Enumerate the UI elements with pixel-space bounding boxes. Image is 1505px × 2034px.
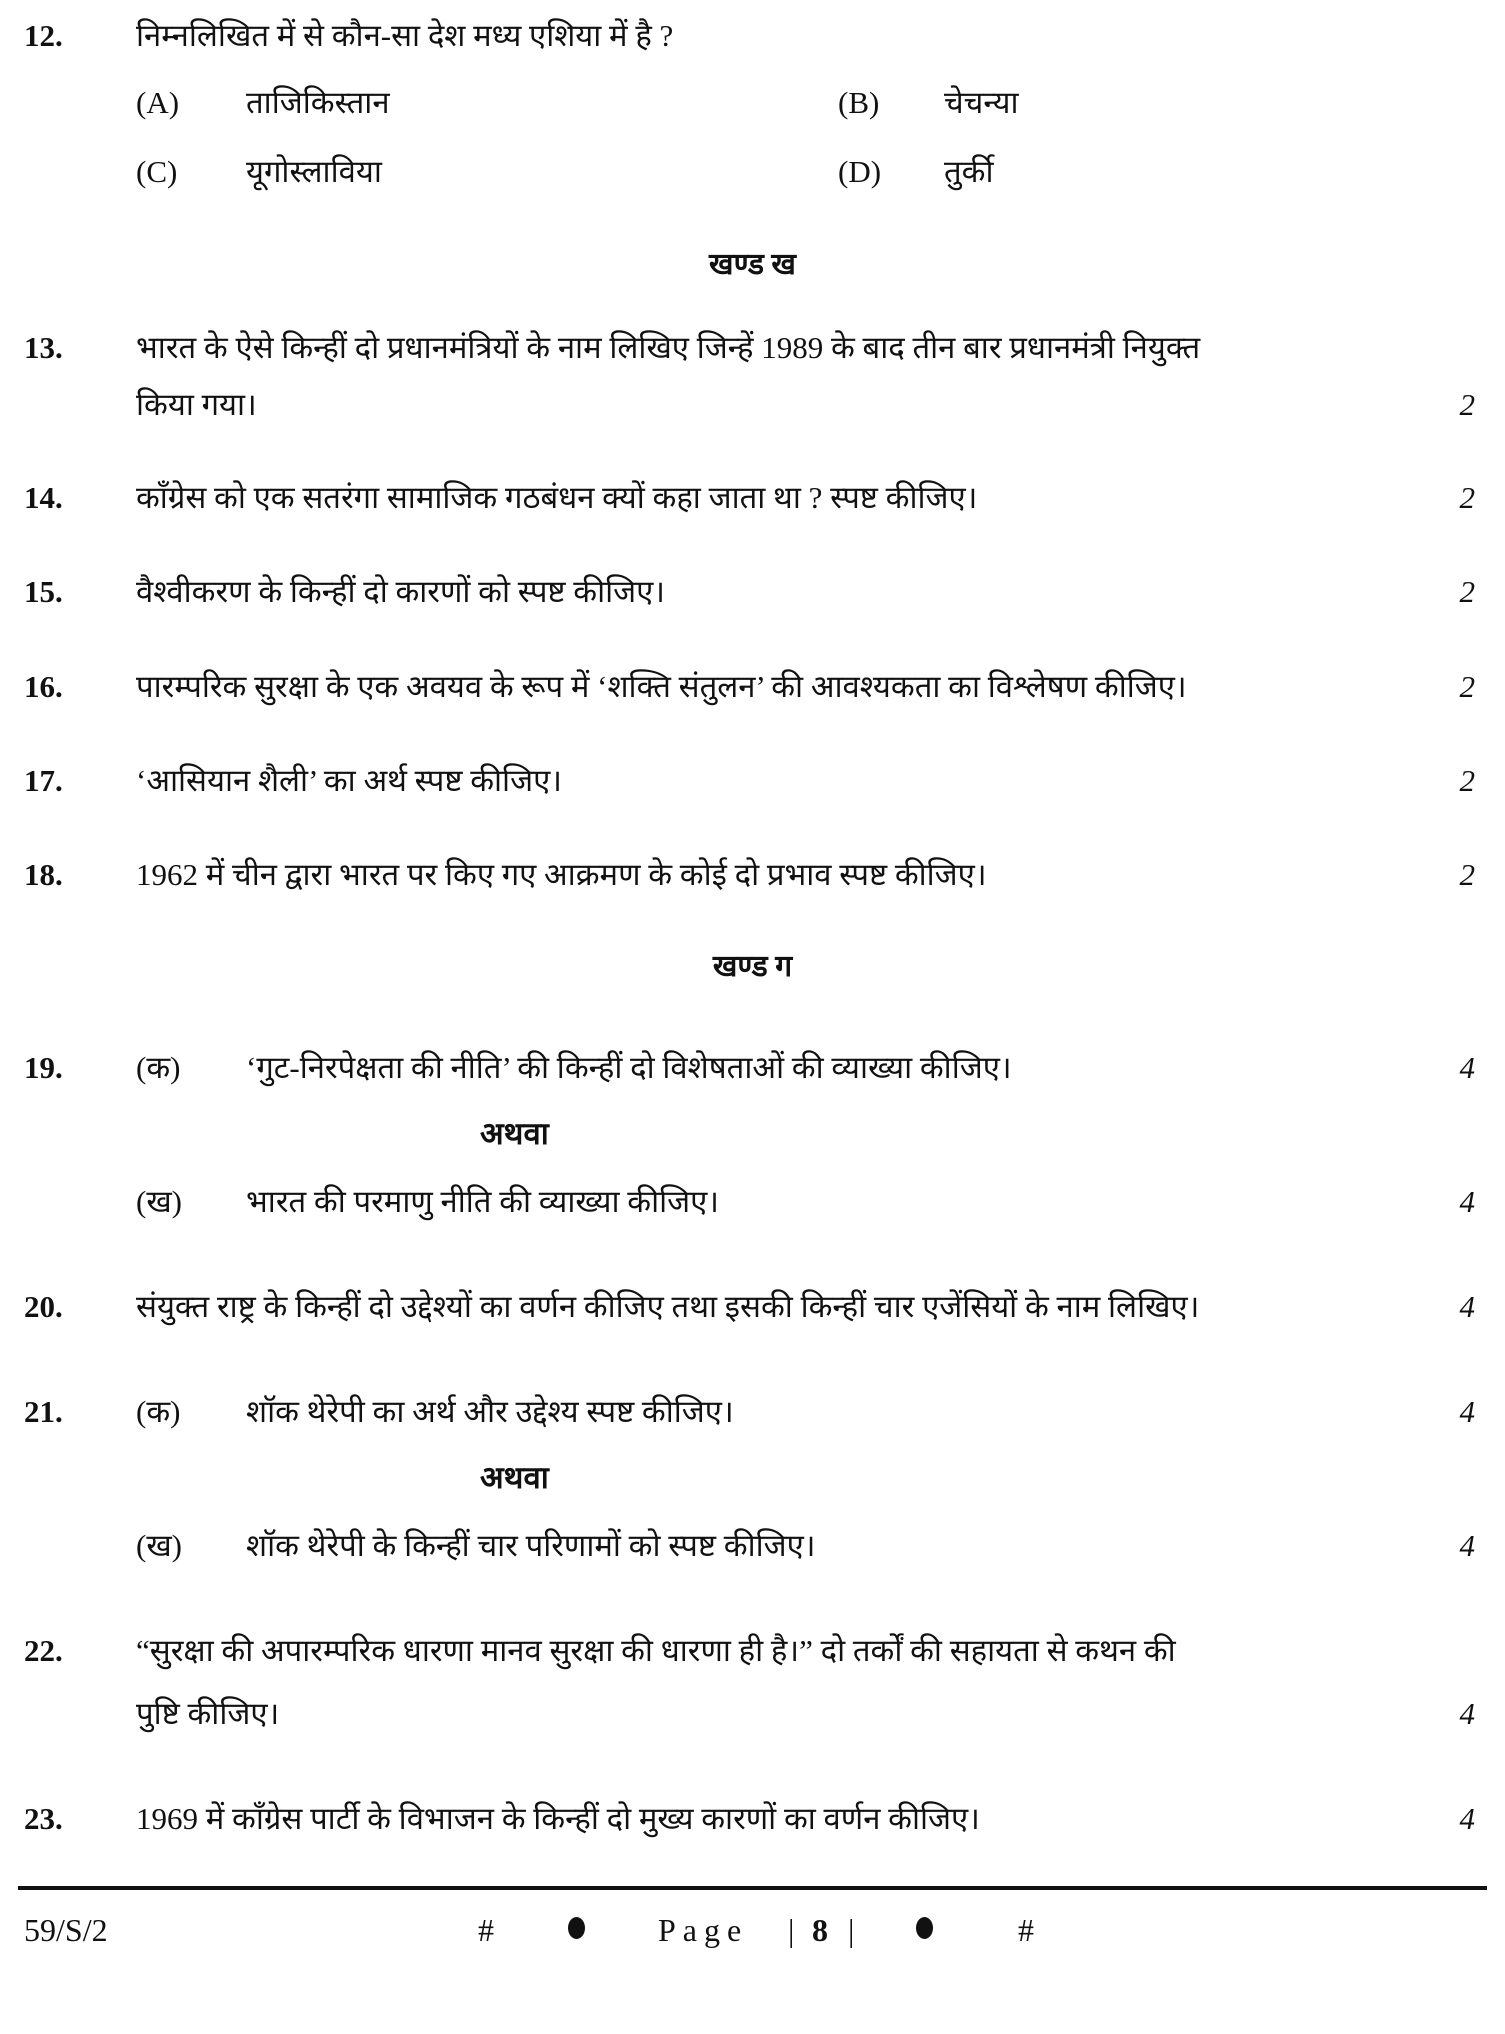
option-text: ताजिकिस्तान bbox=[246, 85, 390, 120]
subpart-label: (क) bbox=[136, 1050, 181, 1085]
hash-mark: # bbox=[1018, 1912, 1034, 1948]
question-text: ‘गुट-निरपेक्षता की नीति’ की किन्हीं दो विशेषताओं की व्याख्या कीजिए। bbox=[246, 1050, 1012, 1085]
question-text: पुष्टि कीजिए। bbox=[136, 1696, 280, 1731]
option-text: तुर्की bbox=[944, 154, 994, 189]
question-number: 18. bbox=[24, 857, 63, 892]
question-number: 23. bbox=[24, 1801, 63, 1836]
question-text: शॉक थेरेपी के किन्हीं चार परिणामों को स्पष्ट कीजिए। bbox=[246, 1528, 816, 1563]
or-label: अथवा bbox=[480, 1116, 549, 1151]
question-text: भारत की परमाणु नीति की व्याख्या कीजिए। bbox=[246, 1184, 720, 1219]
question-number: 15. bbox=[24, 574, 63, 609]
question-number: 13. bbox=[24, 330, 63, 365]
marks: 2 bbox=[1459, 480, 1475, 515]
marks: 2 bbox=[1459, 763, 1475, 798]
page-label: Page bbox=[658, 1912, 749, 1948]
question-text: पारम्परिक सुरक्षा के एक अवयव के रूप में ‘शक्ति संतुलन’ की आवश्यकता का विश्लेषण कीजिए। bbox=[136, 669, 1187, 704]
question-number: 12. bbox=[24, 18, 63, 53]
marks: 4 bbox=[1459, 1696, 1475, 1731]
question-number: 20. bbox=[24, 1289, 63, 1324]
section-heading: खण्ड ग bbox=[712, 950, 793, 983]
marks: 4 bbox=[1459, 1801, 1475, 1836]
question-text: भारत के ऐसे किन्हीं दो प्रधानमंत्रियों के नाम लिखिए जिन्हें 1989 के बाद तीन बार प्रधानमंत्री नियुक्त bbox=[136, 330, 1201, 365]
question-text: “सुरक्षा की अपारम्परिक धारणा मानव सुरक्षा की धारणा ही है।” दो तर्कों की सहायता से कथन की bbox=[136, 1633, 1176, 1668]
option-label: (B) bbox=[838, 85, 880, 120]
footer-rule bbox=[18, 1886, 1487, 1890]
question-number: 14. bbox=[24, 480, 63, 515]
marks: 4 bbox=[1459, 1050, 1475, 1085]
marks: 2 bbox=[1459, 387, 1475, 422]
question-number: 19. bbox=[24, 1050, 63, 1085]
question-text: 1969 में काँग्रेस पार्टी के विभाजन के किन्हीं दो मुख्य कारणों का वर्णन कीजिए। bbox=[136, 1801, 980, 1836]
question-text: वैश्वीकरण के किन्हीं दो कारणों को स्पष्ट कीजिए। bbox=[136, 574, 666, 609]
question-text: 1962 में चीन द्वारा भारत पर किए गए आक्रमण के कोई दो प्रभाव स्पष्ट कीजिए। bbox=[136, 857, 987, 892]
marks: 4 bbox=[1459, 1289, 1475, 1324]
question-text: शॉक थेरेपी का अर्थ और उद्देश्य स्पष्ट कीजिए। bbox=[246, 1394, 734, 1429]
option-text: चेचन्या bbox=[944, 85, 1019, 120]
subpart-label: (ख) bbox=[136, 1184, 183, 1219]
marks: 4 bbox=[1459, 1394, 1475, 1429]
question-number: 22. bbox=[24, 1633, 63, 1668]
page-separator: | bbox=[788, 1912, 795, 1948]
question-number: 21. bbox=[24, 1394, 63, 1429]
question-text: किया गया। bbox=[136, 387, 257, 422]
option-label: (C) bbox=[136, 154, 178, 189]
option-label: (D) bbox=[838, 154, 882, 189]
page-separator: | bbox=[848, 1912, 855, 1948]
marks: 2 bbox=[1459, 857, 1475, 892]
paper-code: 59/S/2 bbox=[24, 1912, 108, 1948]
hash-mark: # bbox=[478, 1912, 494, 1948]
option-label: (A) bbox=[136, 85, 180, 120]
question-text: निम्नलिखित में से कौन-सा देश मध्य एशिया में है ? bbox=[136, 18, 674, 53]
marks: 4 bbox=[1459, 1528, 1475, 1563]
bullet-icon bbox=[568, 1917, 585, 1939]
question-text: काँग्रेस को एक सतरंगा सामाजिक गठबंधन क्यों कहा जाता था ? स्पष्ट कीजिए। bbox=[136, 480, 978, 515]
section-heading: खण्ड ख bbox=[709, 248, 796, 281]
subpart-label: (क) bbox=[136, 1394, 181, 1429]
question-text: ‘आसियान शैली’ का अर्थ स्पष्ट कीजिए। bbox=[136, 763, 562, 798]
page-number: 8 bbox=[812, 1912, 828, 1948]
or-label: अथवा bbox=[480, 1460, 549, 1495]
marks: 4 bbox=[1459, 1184, 1475, 1219]
question-text: संयुक्त राष्ट्र के किन्हीं दो उद्देश्यों का वर्णन कीजिए तथा इसकी किन्हीं चार एजेंसियों के नाम लिखिए। bbox=[136, 1289, 1200, 1324]
bullet-icon bbox=[916, 1917, 933, 1939]
subpart-label: (ख) bbox=[136, 1528, 183, 1563]
option-text: यूगोस्लाविया bbox=[246, 154, 382, 189]
marks: 2 bbox=[1459, 574, 1475, 609]
marks: 2 bbox=[1459, 669, 1475, 704]
question-number: 17. bbox=[24, 763, 63, 798]
question-number: 16. bbox=[24, 669, 63, 704]
